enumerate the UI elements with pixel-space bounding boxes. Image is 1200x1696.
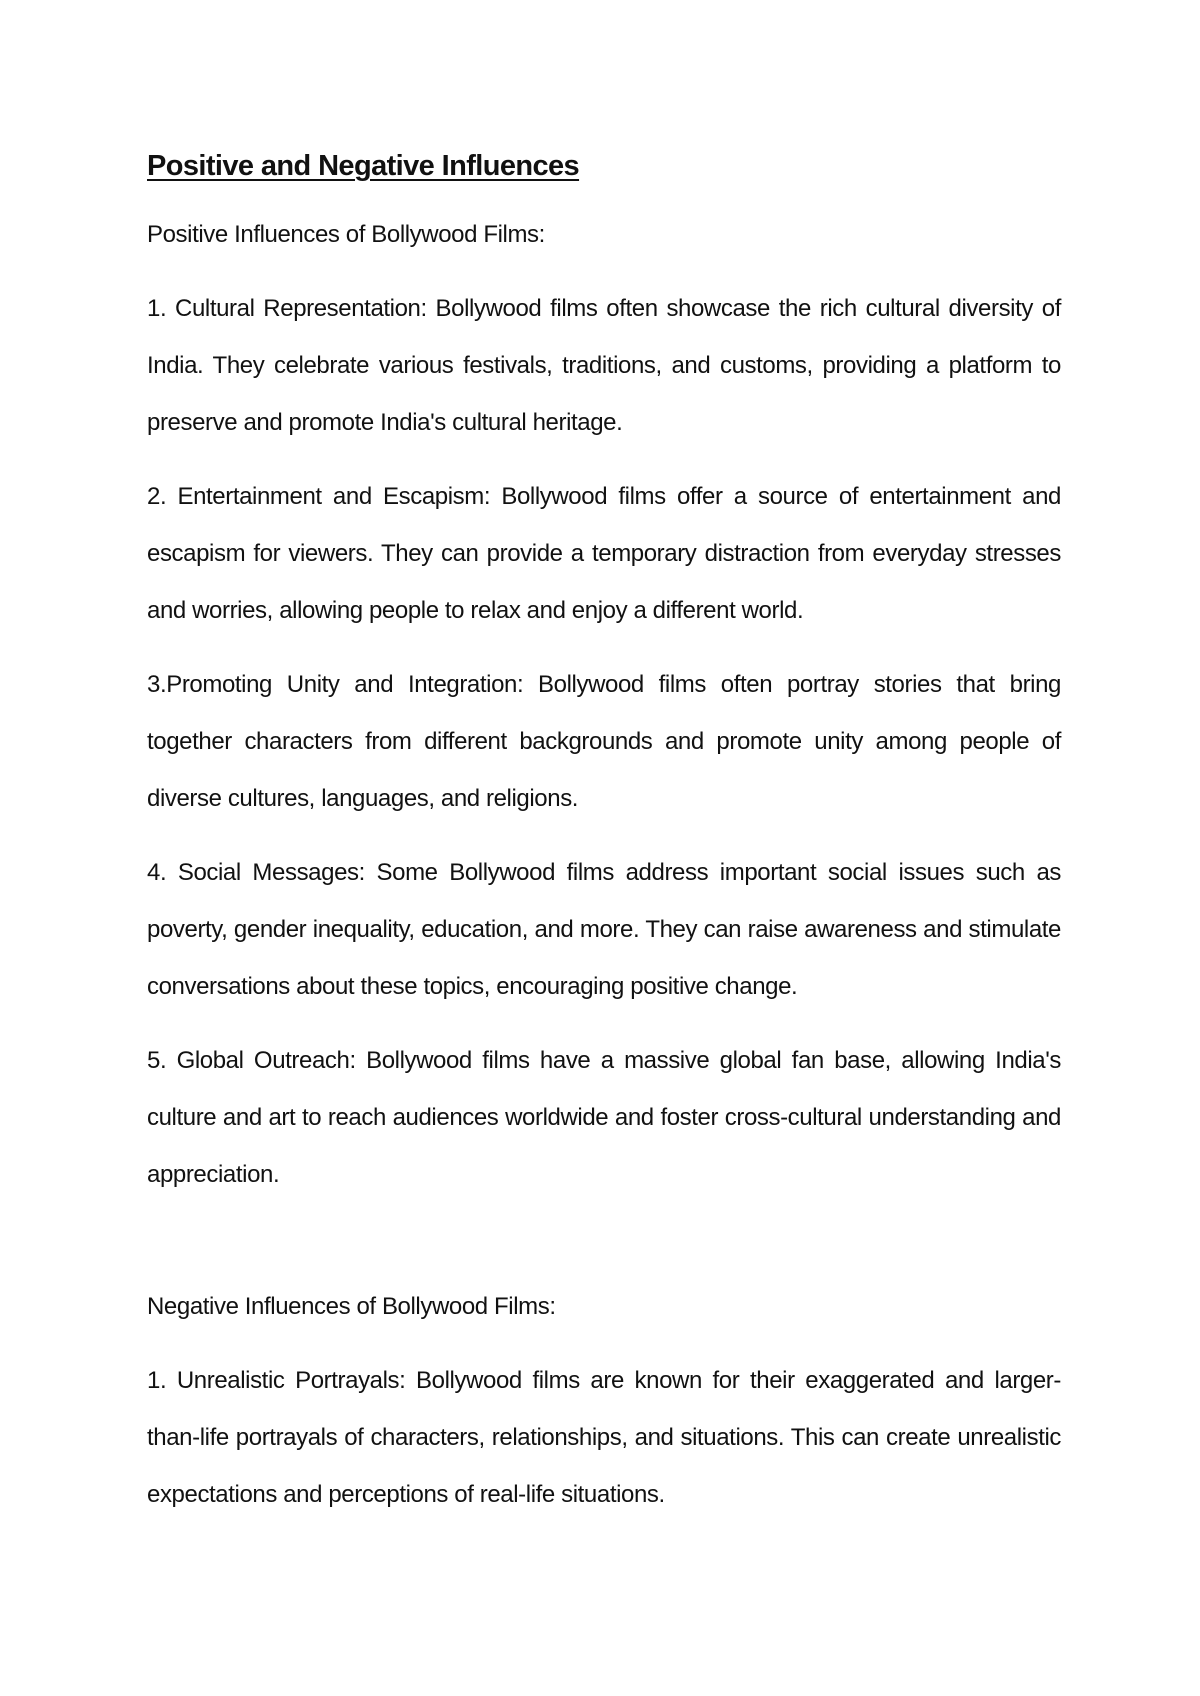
spacer xyxy=(147,1327,1061,1352)
spacer xyxy=(147,1015,1061,1032)
negative-item-unrealistic-portrayals: 1. Unrealistic Portrayals: Bollywood films are known for their exaggerated and larger-than-life portrayals of characters, relationships, and situations. This can create unrealistic expectations and perceptions of real-life situations. xyxy=(147,1367,1061,1508)
positive-item-global-outreach: 5. Global Outreach: Bollywood films have a massive global fan base, allowing India's culture and art to reach audiences worldwide and foster cross-cultural understanding and appreciation. xyxy=(147,1047,1061,1188)
positive-item-unity-integration: 3.Promoting Unity and Integration: Bollywood films often portray stories that bring together characters from different backgrounds and promote unity among people of diverse cultures, languages, and religions. xyxy=(147,671,1061,812)
positive-item-entertainment-escapism: 2. Entertainment and Escapism: Bollywood films offer a source of entertainment and escapism for viewers. They can provide a temporary distraction from everyday stresses and worries, allowing people to relax and enjoy a different world. xyxy=(147,483,1061,624)
positive-item-social-messages: 4. Social Messages: Some Bollywood films address important social issues such as poverty, gender inequality, education, and more. They can raise awareness and stimulate conversations about these topics, encouraging positive change. xyxy=(147,859,1061,1000)
spacer xyxy=(147,639,1061,656)
spacer xyxy=(147,1203,1061,1287)
document-title: Positive and Negative Influences xyxy=(147,150,580,182)
negative-influences-heading: Negative Influences of Bollywood Films: xyxy=(147,1293,556,1320)
spacer xyxy=(147,255,1061,280)
document-body xyxy=(147,143,1061,1523)
positive-influences-heading: Positive Influences of Bollywood Films: xyxy=(147,221,545,248)
spacer xyxy=(147,189,1061,215)
spacer xyxy=(147,827,1061,844)
spacer xyxy=(147,451,1061,468)
positive-item-cultural-representation: 1. Cultural Representation: Bollywood films often showcase the rich cultural diversity of India. They celebrate various festivals, traditions, and customs, providing a platform to preserve and promote India's cultural heritage. xyxy=(147,295,1061,436)
